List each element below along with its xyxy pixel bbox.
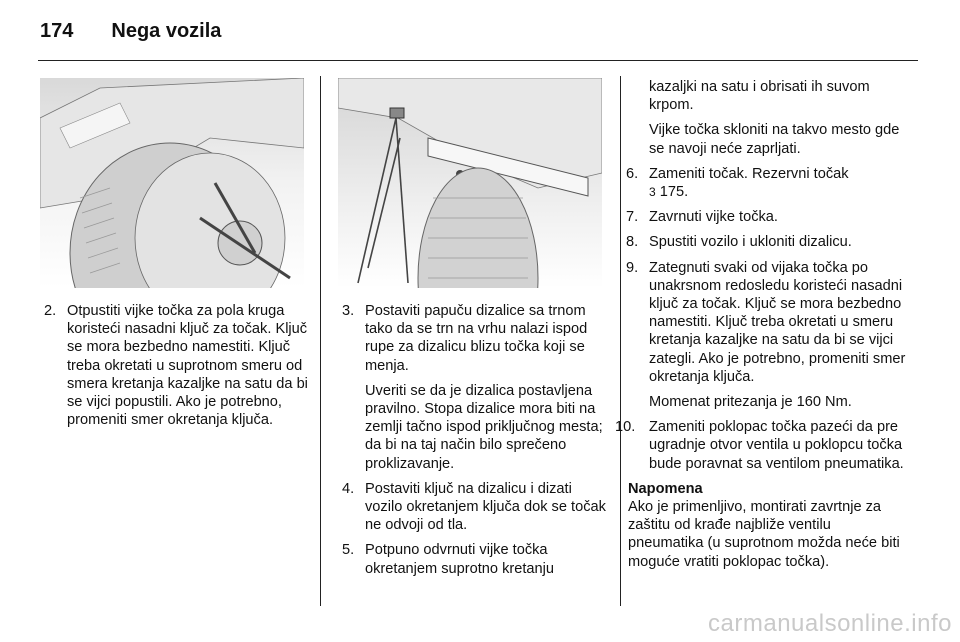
step-number: 10. (615, 419, 636, 436)
page-reference-link[interactable]: 175. (659, 184, 689, 201)
step-5 (342, 541, 606, 577)
step-text: Potpuno odvrnuti vijke točka okretanjem suprotno kretanju (365, 542, 555, 577)
step-number: 2. (44, 303, 57, 319)
page-header (40, 20, 221, 43)
page-title: Nega vozila (111, 20, 222, 42)
step-number: 7. (626, 209, 639, 226)
page-number: 174 (40, 20, 74, 42)
step-5-continuation: kazaljki na satu i obrisati ih suvom krpom. (649, 79, 870, 114)
step-text: Spustiti vozilo i ukloniti dizalicu. (649, 234, 852, 251)
step-number: 3. (342, 303, 355, 319)
step-number: 8. (626, 234, 639, 251)
step-number: 6. (626, 165, 639, 182)
step-text: Zameniti točak. Rezervni točak (649, 165, 849, 182)
watermark: carmanualsonline.info (708, 610, 952, 637)
step-number: 5. (342, 542, 355, 559)
step-2 (44, 302, 308, 429)
column-3 (615, 78, 906, 571)
step-4 (342, 480, 606, 535)
step-9 (626, 259, 906, 386)
wheel-wrench-illustration (40, 78, 304, 288)
step-text: Postaviti ključ na dizalicu i dizati vozilo okretanjem ključa dok se točak ne odvoji od tla. (365, 480, 606, 534)
step-text: Zameniti poklopac točka pazeći da pre ugradnje otvor ventila u poklopcu točka bude poravnat sa ventilom pneumatika. (649, 419, 904, 472)
step-number: 4. (342, 480, 355, 497)
step-text: Zavrnuti vijke točka. (649, 209, 778, 226)
step-5-detail: Vijke točka skloniti na takvo mesto gde se navoji neće zaprljati. (649, 122, 900, 157)
step-6 (626, 165, 906, 201)
step-8 (626, 233, 906, 251)
header-divider (38, 60, 918, 61)
step-text: Zategnuti svaki od vijaka točka po unakrsnom redosledu koristeći nasadni ključ za točak. Ključ se mora bezbedno namestiti. Ključ treba okretati u smeru kretanja kazaljke na satu da bi se vijci zategli. Ako je potrebno, promeniti smer okretanja ključa. (649, 259, 906, 385)
step-3 (342, 302, 606, 375)
step-7 (626, 208, 906, 226)
column-divider-2 (620, 76, 621, 606)
column-1 (44, 302, 308, 436)
note-box (626, 480, 906, 571)
column-divider-1 (320, 76, 321, 606)
step-text: Postaviti papuču dizalice sa trnom tako da se trn na vrhu nalazi ispod rupe za dizalicu blizu točka koji se menja. (365, 303, 588, 374)
step-number: 9. (626, 259, 639, 276)
jack-illustration (338, 78, 602, 288)
note-title: Napomena (628, 480, 703, 497)
step-10 (615, 418, 906, 473)
arrow-ref-icon: 3 (649, 185, 656, 200)
column-2 (342, 302, 606, 585)
note-text: Ako je primenljivo, montirati zavrtnje za zaštitu od krađe najbliže ventilu pneumatika (u suprotnom možda neće biti moguće vratiti poklopac točka). (628, 499, 900, 570)
step-3-detail: Uveriti se da je dizalica postavljena pravilno. Stopa dizalice mora biti na zemlji tačno ispod priključnog mesta; da bi na taj način bilo sprečeno proklizavanje. (365, 382, 603, 472)
step-text: Otpustiti vijke točka za pola kruga koristeći nasadni ključ za točak. Ključ se mora bezbedno namestiti. Ključ treba okretati u suprotnom smeru od smera kretanja kazaljke na satu da bi se vijci popustili. Ako je potrebno, promeniti smer okretanja ključa. (67, 303, 308, 429)
step-9-detail: Momenat pritezanja je 160 Nm. (649, 394, 852, 411)
